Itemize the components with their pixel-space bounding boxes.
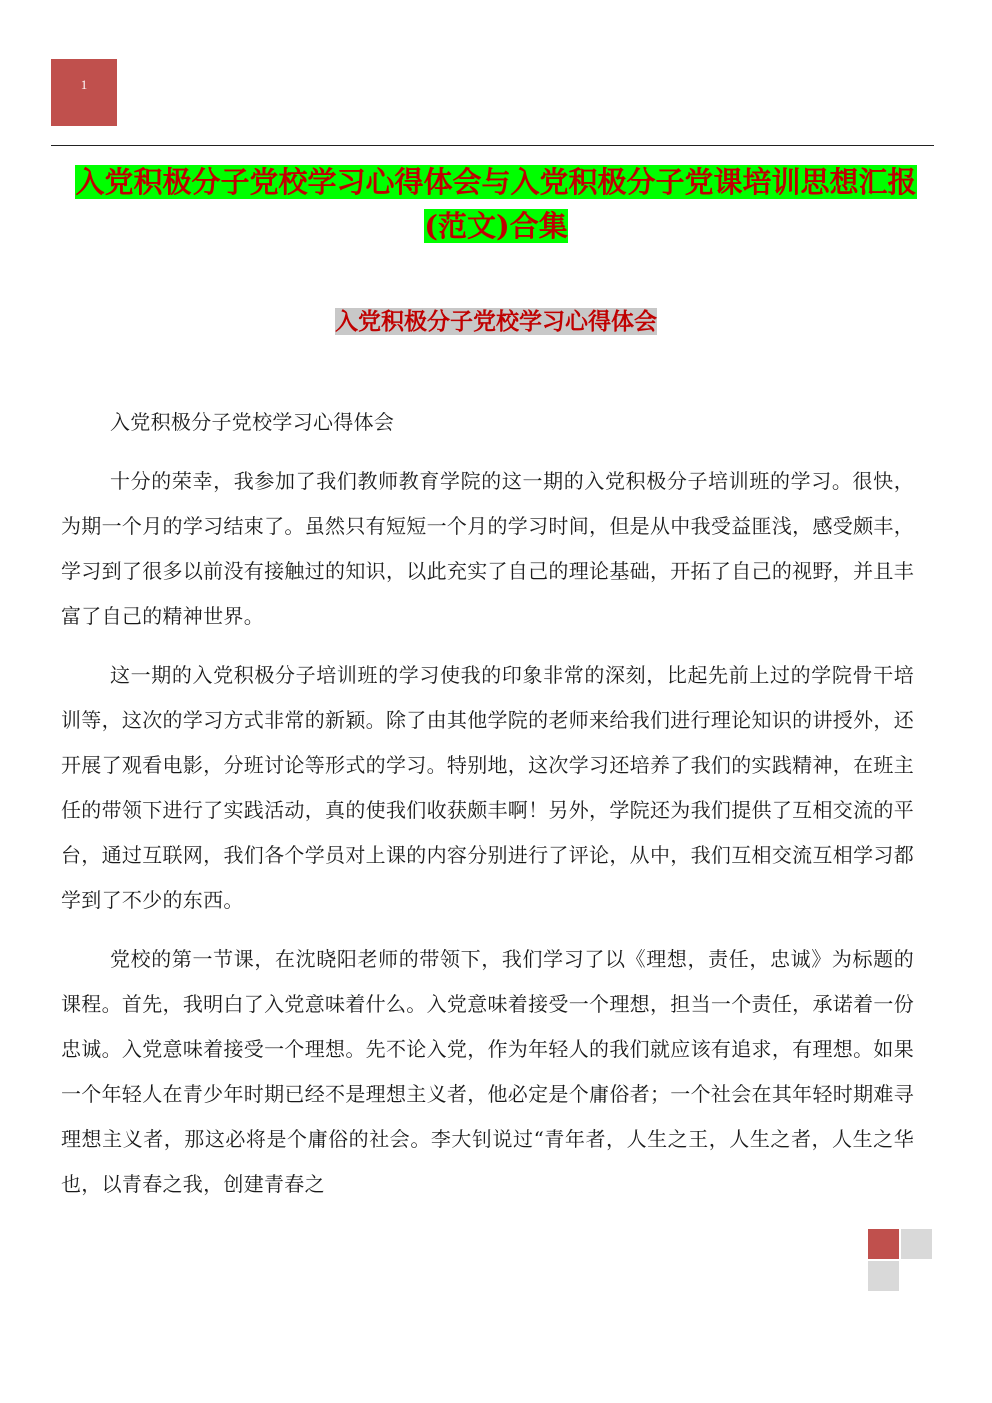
paragraph: 十分的荣幸，我参加了我们教师教育学院的这一期的入党积极分子培训班的学习。很快，为期一个月的学习结束了。虽然只有短短一个月的学习时间，但是从中我受益匪浅，感受颇丰，学习到了很多以前没有接触过的知识，以此充实了自己的理论基础，开拓了自己的视野，并且丰富了自己的精神世界。 (61, 469, 914, 628)
paragraph: 党校的第一节课，在沈晓阳老师的带领下，我们学习了以《理想，责任，忠诚》为标题的课程。首先，我明白了入党意味着什么。入党意味着接受一个理想，担当一个责任，承诺着一份忠诚。入党意味着接受一个理想。先不论入党，作为年轻人的我们就应该有追求，有理想。如果一个年轻人在青少年时期已经不是理想主义者，他必定是个庸俗者；一个社会在其年轻时期难寻理想主义者，那这必将是个庸俗的社会。李大钊说过“青年者，人生之王，人生之者，人生之华也，以青春之我，创建青春之 (61, 947, 914, 1196)
deco-square-red (868, 1229, 899, 1259)
paragraph-heading: 入党积极分子党校学习心得体会 (110, 410, 395, 434)
section-title-text: 入党积极分子党校学习心得体会 (335, 308, 657, 335)
deco-square-gray (901, 1229, 932, 1259)
deco-square-gray (868, 1261, 899, 1291)
paragraph: 这一期的入党积极分子培训班的学习使我的印象非常的深刻，比起先前上过的学院骨干培训等，这次的学习方式非常的新颖。除了由其他学院的老师来给我们进行理论知识的讲授外，还开展了观看电影，分班讨论等形式的学习。特别地，这次学习还培养了我们的实践精神，在班主任的带领下进行了实践活动，真的使我们收获颇丰啊！另外，学院还为我们提供了互相交流的平台，通过互联网，我们各个学员对上课的内容分别进行了评论，从中，我们互相交流互相学习都学到了不少的东西。 (61, 663, 914, 912)
document-title-text: 入党积极分子党校学习心得体会与入党积极分子党课培训思想汇报(范文)合集 (75, 165, 917, 243)
page-number-badge (51, 59, 117, 126)
section-title (58, 304, 934, 340)
corner-decoration (868, 1229, 932, 1291)
header-divider (51, 145, 934, 146)
document-body (61, 400, 914, 1221)
document-title (58, 160, 934, 248)
page-number: 1 (80, 77, 88, 92)
